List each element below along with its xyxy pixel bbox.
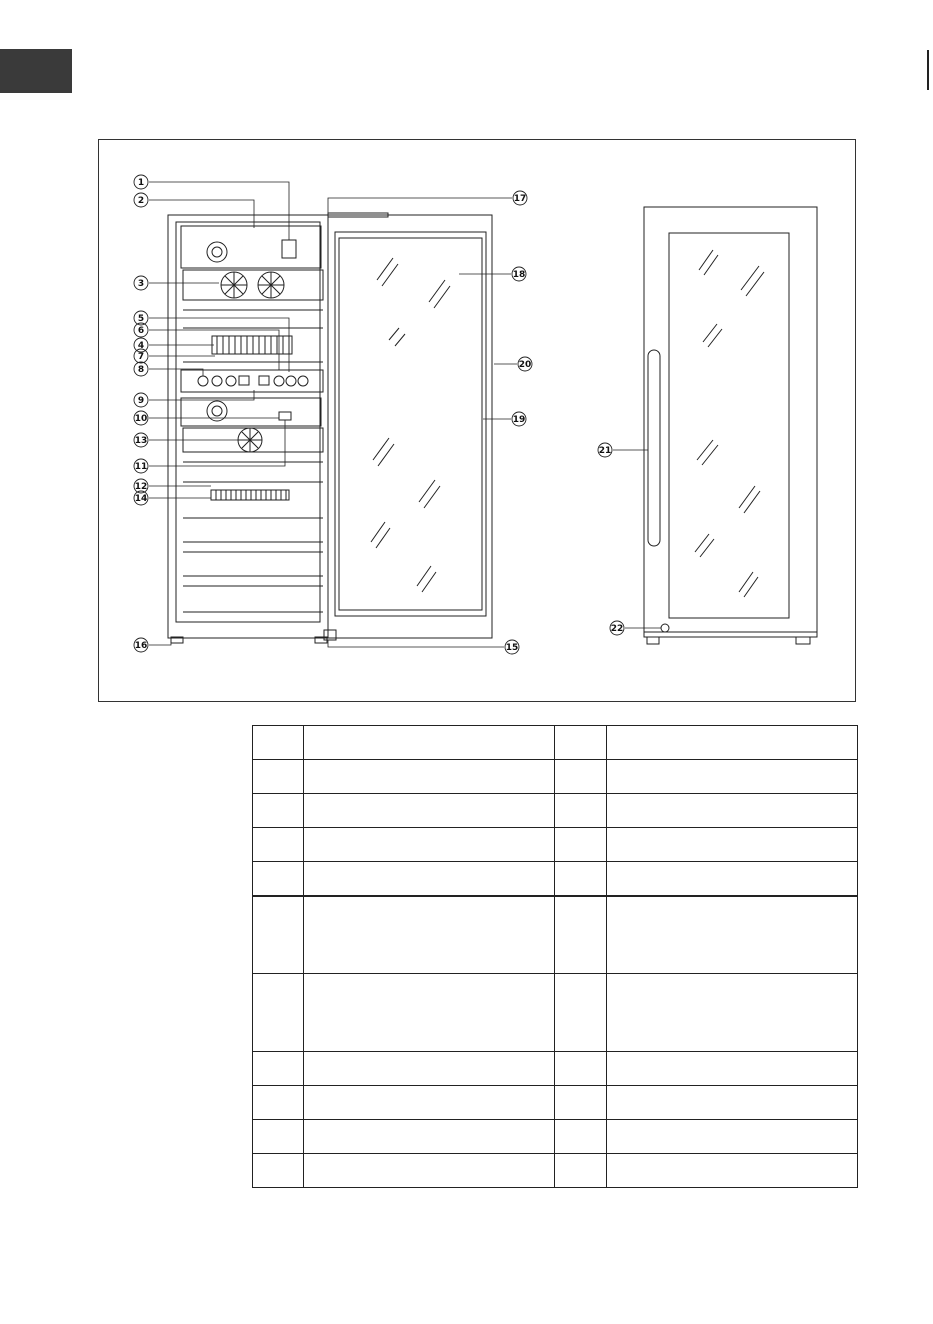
part-number-cell — [555, 1052, 606, 1086]
part-number-cell — [555, 828, 606, 862]
part-label-cell — [606, 1052, 857, 1086]
open-door-reflections — [371, 258, 450, 592]
closed-door-glass — [669, 233, 789, 618]
upper-fan-shelf — [183, 270, 323, 300]
part-number-cell — [555, 862, 606, 896]
part-label-cell — [606, 862, 857, 896]
table-row — [253, 862, 858, 896]
part-label-cell — [304, 1052, 555, 1086]
leader-lines — [149, 182, 661, 647]
lower-light-switch — [279, 412, 291, 420]
part-number-cell — [555, 1086, 606, 1120]
lower-vent-knob-inner — [212, 406, 222, 416]
part-number-cell — [253, 1052, 304, 1086]
callout-label-22: 22 — [610, 624, 624, 634]
table-row — [253, 974, 858, 1052]
control-button-4 — [274, 376, 284, 386]
part-number-cell — [253, 974, 304, 1052]
part-number-cell — [253, 794, 304, 828]
callout-label-6: 6 — [137, 326, 145, 336]
leader-15 — [328, 640, 504, 647]
table-row — [253, 1052, 858, 1086]
closed-door-reflections — [695, 250, 764, 597]
lower-heater-grille — [211, 490, 289, 500]
callout-label-9: 9 — [137, 396, 145, 406]
part-label-cell — [606, 760, 857, 794]
upper-vent-knob-inner — [212, 247, 222, 257]
part-label-cell — [304, 896, 555, 974]
part-number-cell — [555, 726, 606, 760]
control-strip — [181, 370, 323, 392]
part-number-cell — [253, 1086, 304, 1120]
table-row — [253, 1120, 858, 1154]
part-label-cell — [304, 1086, 555, 1120]
part-number-cell — [555, 1154, 606, 1188]
callout-label-5: 5 — [137, 314, 145, 324]
leader-2 — [149, 200, 254, 228]
leader-17 — [328, 198, 512, 213]
language-tab — [0, 49, 72, 93]
part-number-cell — [253, 760, 304, 794]
callout-label-7: 7 — [137, 352, 145, 362]
parts-table — [252, 725, 858, 1188]
leader-11 — [149, 420, 285, 466]
part-label-cell — [606, 726, 857, 760]
lock — [661, 624, 669, 632]
top-control-panel — [181, 226, 321, 268]
table-row — [253, 1086, 858, 1120]
callout-label-14: 14 — [134, 494, 148, 504]
part-number-cell — [555, 974, 606, 1052]
control-button-2 — [212, 376, 222, 386]
closed-foot-right — [796, 637, 810, 644]
lower-heater-grille-lines — [216, 490, 286, 500]
part-number-cell — [253, 1154, 304, 1188]
part-label-cell — [606, 794, 857, 828]
control-button-1 — [198, 376, 208, 386]
table-row — [253, 896, 858, 974]
control-button-5 — [286, 376, 296, 386]
open-door-frame — [328, 215, 492, 638]
callout-label-21: 21 — [598, 446, 612, 456]
callout-label-12: 12 — [134, 482, 148, 492]
part-label-cell — [606, 828, 857, 862]
callout-label-18: 18 — [512, 270, 526, 280]
control-button-3 — [226, 376, 236, 386]
lower-panel — [181, 398, 321, 426]
part-label-cell — [304, 794, 555, 828]
callout-label-10: 10 — [134, 414, 148, 424]
table-row — [253, 794, 858, 828]
closed-foot-left — [647, 637, 659, 644]
callout-label-17: 17 — [513, 194, 527, 204]
callout-label-13: 13 — [134, 436, 148, 446]
display-lower — [259, 376, 269, 385]
part-label-cell — [606, 896, 857, 974]
diagram-drawing — [99, 140, 857, 703]
table-row — [253, 828, 858, 862]
part-label-cell — [304, 1154, 555, 1188]
part-number-cell — [253, 828, 304, 862]
upper-heater-grille — [212, 336, 292, 354]
part-label-cell — [304, 726, 555, 760]
closed-door-handle — [648, 350, 660, 546]
part-number-cell — [555, 1120, 606, 1154]
part-number-cell — [253, 896, 304, 974]
callout-label-20: 20 — [518, 360, 532, 370]
callout-label-1: 1 — [137, 178, 145, 188]
part-number-cell — [253, 862, 304, 896]
table-row — [253, 1154, 858, 1188]
callout-label-4: 4 — [137, 341, 145, 351]
leader-16 — [149, 643, 171, 645]
display-upper — [239, 376, 249, 385]
leader-1 — [149, 182, 289, 240]
part-label-cell — [304, 1120, 555, 1154]
callout-label-8: 8 — [137, 365, 145, 375]
part-label-cell — [304, 862, 555, 896]
open-door-glass — [339, 238, 482, 610]
part-number-cell — [253, 726, 304, 760]
part-number-cell — [253, 1120, 304, 1154]
table-row — [253, 726, 858, 760]
margin-mark — [927, 50, 929, 90]
callout-label-3: 3 — [137, 279, 145, 289]
part-label-cell — [304, 974, 555, 1052]
callout-label-2: 2 — [137, 196, 145, 206]
part-label-cell — [304, 828, 555, 862]
control-button-6 — [298, 376, 308, 386]
open-door-glass-border — [335, 232, 486, 616]
cabinet-interior — [176, 222, 320, 622]
callout-label-11: 11 — [134, 462, 148, 472]
part-label-cell — [304, 760, 555, 794]
part-number-cell — [555, 760, 606, 794]
part-label-cell — [606, 974, 857, 1052]
table-row — [253, 760, 858, 794]
part-label-cell — [606, 1154, 857, 1188]
upper-vent-knob — [207, 242, 227, 262]
part-label-cell — [606, 1086, 857, 1120]
part-label-cell — [606, 1120, 857, 1154]
closed-door-frame — [644, 207, 817, 637]
callout-label-15: 15 — [505, 643, 519, 653]
upper-heater-grille-lines — [217, 336, 289, 354]
upper-light-switch — [282, 240, 296, 258]
callout-label-19: 19 — [512, 415, 526, 425]
part-number-cell — [555, 896, 606, 974]
callout-label-16: 16 — [134, 641, 148, 651]
appliance-diagram — [98, 139, 856, 702]
part-number-cell — [555, 794, 606, 828]
